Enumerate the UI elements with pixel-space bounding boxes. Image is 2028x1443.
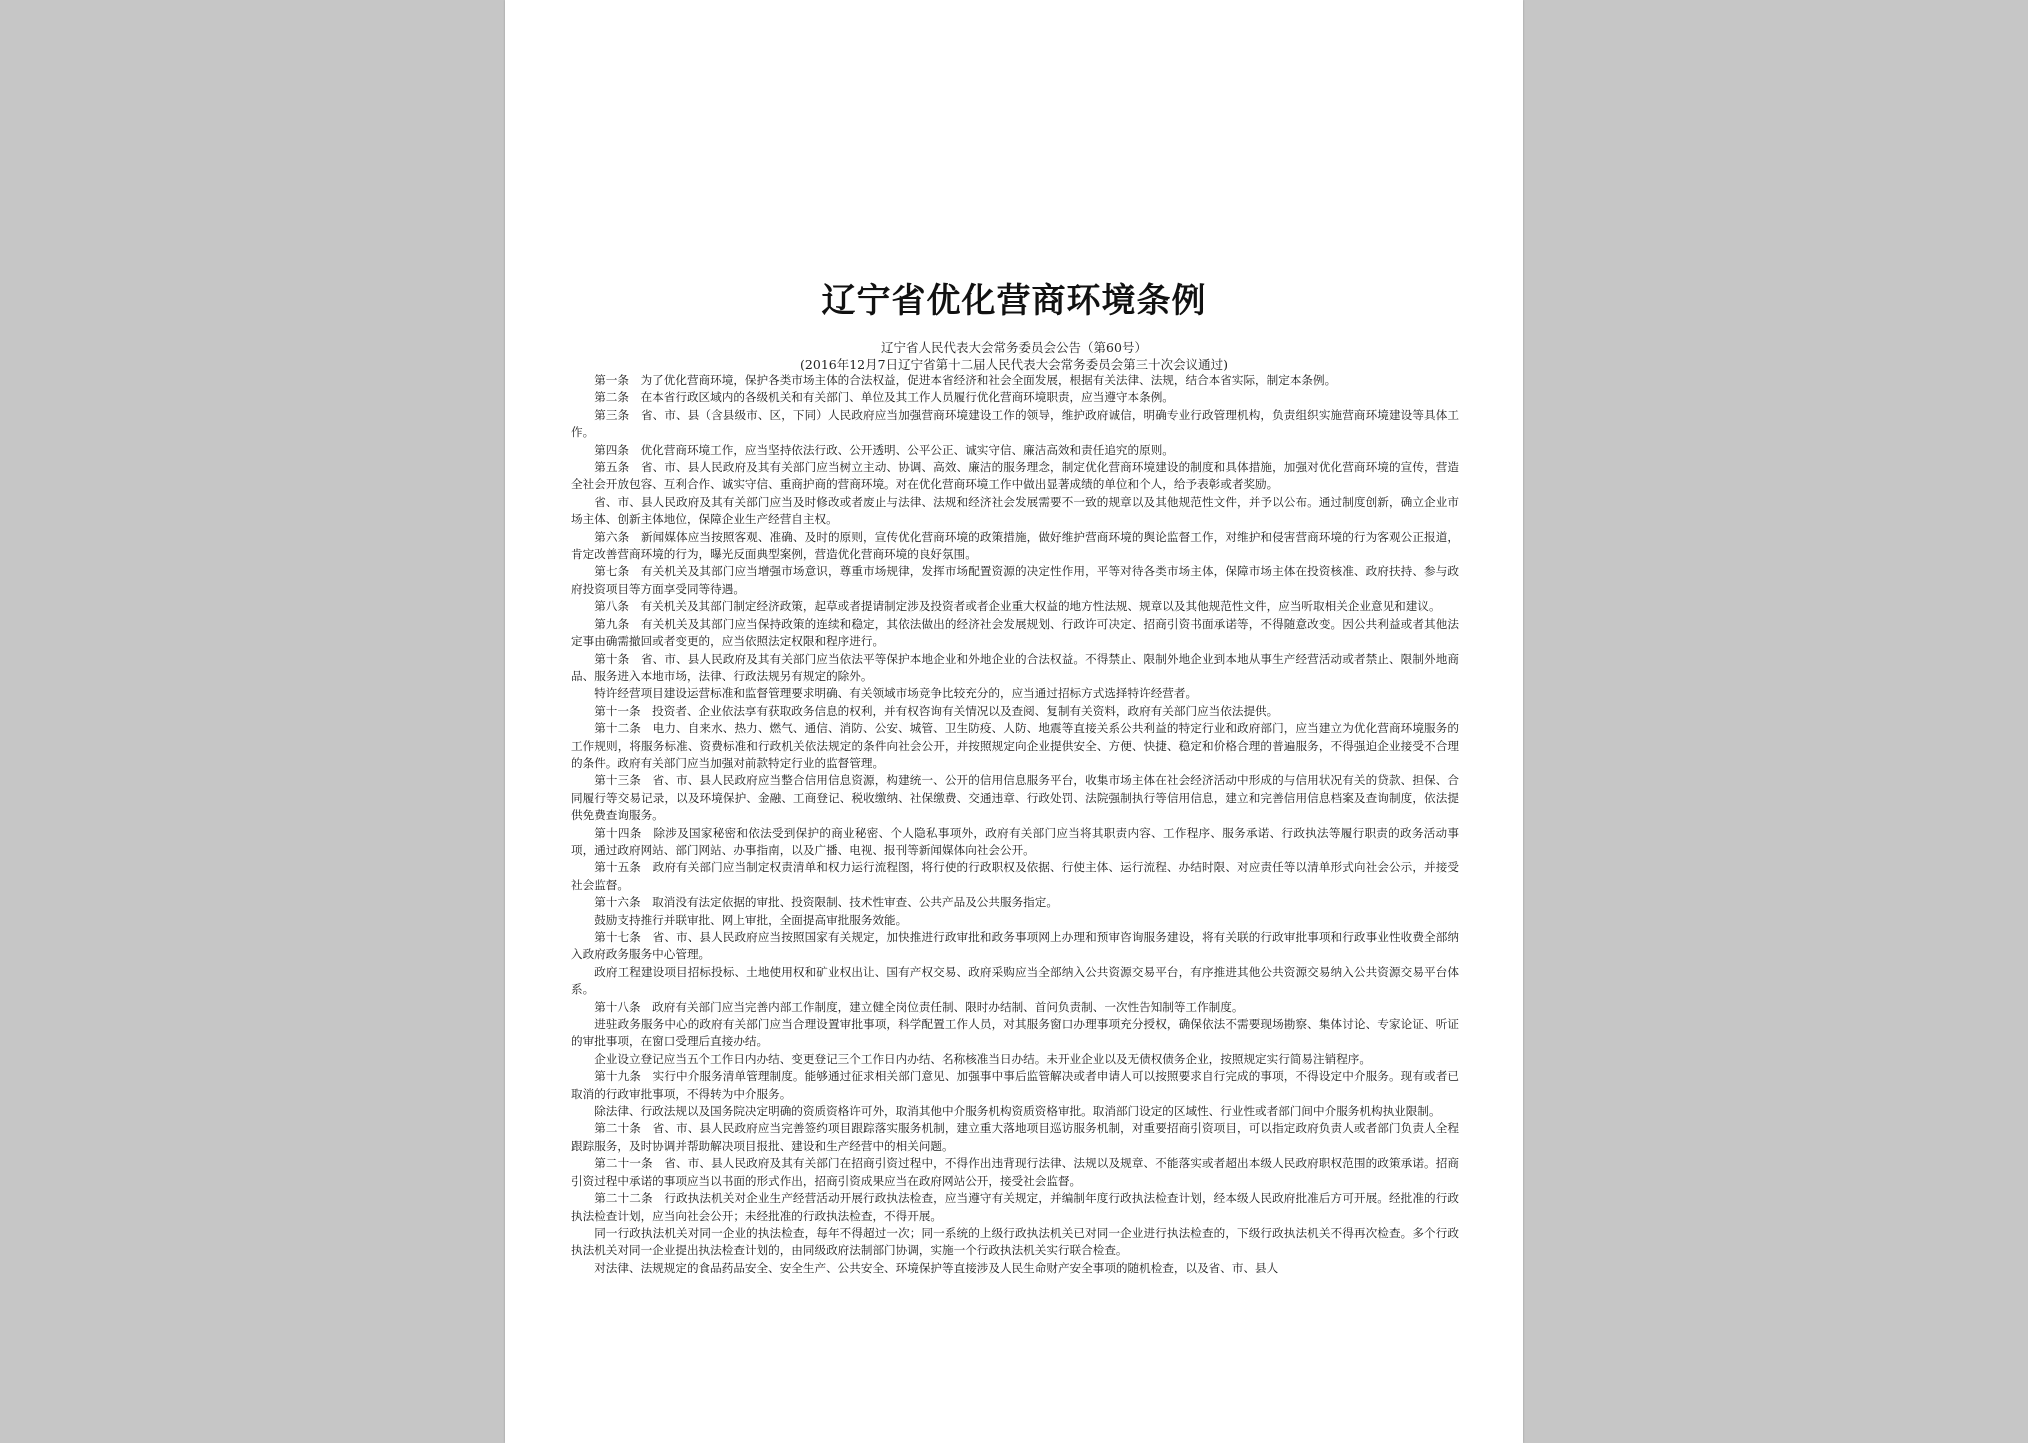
- paragraph: 第十四条 除涉及国家秘密和依法受到保护的商业秘密、个人隐私事项外，政府有关部门应当将其职责内容、工作程序、服务承诺、行政执法等履行职责的政务活动事项，通过政府网站、部门网站、办事指南，以及广播、电视、报刊等新闻媒体向社会公开。: [571, 825, 1459, 857]
- document-page: [505, 0, 1523, 1443]
- paragraph: 第二条 在本省行政区域内的各级机关和有关部门、单位及其工作人员履行优化营商环境职责，应当遵守本条例。: [594, 390, 1174, 405]
- paragraph: 第十一条 投资者、企业依法享有获取政务信息的权利，并有权咨询有关情况以及查阅、复制有关资料，政府有关部门应当依法提供。: [594, 703, 1279, 718]
- paragraph: 除法律、行政法规以及国务院决定明确的资质资格许可外，取消其他中介服务机构资质资格审批。取消部门设定的区域性、行业性或者部门间中介服务机构执业限制。: [594, 1104, 1441, 1119]
- paragraph: 第十八条 政府有关部门应当完善内部工作制度，建立健全岗位责任制、限时办结制、首问负责制、一次性告知制等工作制度。: [594, 999, 1244, 1014]
- paragraph: 第十五条 政府有关部门应当制定权责清单和权力运行流程图，将行使的行政职权及依据、行使主体、运行流程、办结时限、对应责任等以清单形式向社会公示，并接受社会监督。: [571, 860, 1459, 892]
- paragraph: 第一条 为了优化营商环境，保护各类市场主体的合法权益，促进本省经济和社会全面发展，根据有关法律、法规，结合本省实际，制定本条例。: [594, 373, 1337, 387]
- paragraph: 第四条 优化营商环境工作，应当坚持依法行政、公开透明、公平公正、诚实守信、廉洁高效和责任追究的原则。: [594, 442, 1174, 457]
- paragraph: 第三条 省、市、县（含县级市、区，下同）人民政府应当加强营商环境建设工作的领导，维护政府诚信，明确专业行政管理机构，负责组织实施营商环境建设等具体工作。: [571, 407, 1459, 440]
- paragraph: 对法律、法规规定的食品药品安全、安全生产、公共安全、环境保护等直接涉及人民生命财产安全事项的随机检查，以及省、市、县人: [594, 1260, 1279, 1275]
- paragraph: 第十九条 实行中介服务清单管理制度。能够通过征求相关部门意见、加强事中事后监管解决或者申请人可以按照要求自行完成的事项，不得设定中介服务。现有或者已取消的行政审批事项，不得转为中介服务。: [571, 1069, 1459, 1101]
- paragraph: 第八条 有关机关及其部门制定经济政策，起草或者提请制定涉及投资者或者企业重大权益的地方性法规、规章以及其他规范性文件，应当听取相关企业意见和建议。: [594, 599, 1441, 614]
- paragraph: 第十三条 省、市、县人民政府应当整合信用信息资源，构建统一、公开的信用信息服务平台，收集市场主体在社会经济活动中形成的与信用状况有关的贷款、担保、合同履行等交易记录，以及环境保护、金融、工商登记、税收缴纳、社保缴费、交通违章、行政处罚、法院强制执行等信用信息，建立和完善信用信息档案及查询制度，依法提供免费查询服务。: [571, 773, 1459, 823]
- announcement-line: 辽宁省人民代表大会常务委员会公告（第60号）: [881, 340, 1147, 355]
- paragraph: 政府工程建设项目招标投标、土地使用权和矿业权出让、国有产权交易、政府采购应当全部纳入公共资源交易平台，有序推进其他公共资源交易纳入公共资源交易平台体系。: [571, 964, 1459, 997]
- paragraph: 进驻政务服务中心的政府有关部门应当合理设置审批事项，科学配置工作人员，对其服务窗口办理事项充分授权，确保依法不需要现场勘察、集体讨论、专家论证、听证的审批事项，在窗口受理后直接办结。: [571, 1017, 1459, 1049]
- paragraph: 第二十条 省、市、县人民政府应当完善签约项目跟踪落实服务机制，建立重大落地项目巡访服务机制，对重要招商引资项目，可以指定政府负责人或者部门负责人全程跟踪服务，及时协调并帮助解决项目报批、建设和生产经营中的相关问题。: [571, 1121, 1459, 1153]
- document-title: 辽宁省优化营商环境条例: [821, 281, 1207, 321]
- paragraph: 第十七条 省、市、县人民政府应当按照国家有关规定，加快推进行政审批和政务事项网上办理和预审咨询服务建设，将有关联的行政审批事项和行政事业性收费全部纳入政府政务服务中心管理。: [571, 930, 1459, 962]
- passed-note: (2016年12月7日辽宁省第十二届人民代表大会常务委员会第三十次会议通过): [800, 357, 1228, 372]
- paragraph: 第五条 省、市、县人民政府及其有关部门应当树立主动、协调、高效、廉洁的服务理念，制定优化营商环境建设的制度和具体措施，加强对优化营商环境的宣传，营造全社会开放包容、互利合作、诚实守信、重商护商的营商环境。对在优化营商环境工作中做出显著成绩的单位和个人，给予表彰或者奖励。: [571, 460, 1459, 492]
- paragraph: 鼓励支持推行并联审批、网上审批，全面提高审批服务效能。: [594, 912, 908, 927]
- paragraph: 企业设立登记应当五个工作日内办结、变更登记三个工作日内办结、名称核准当日办结。未开业企业以及无债权债务企业，按照规定实行简易注销程序。: [594, 1051, 1371, 1066]
- paragraph: 同一行政执法机关对同一企业的执法检查，每年不得超过一次；同一系统的上级行政执法机关已对同一企业进行执法检查的，下级行政执法机关不得再次检查。多个行政执法机关对同一企业提出执法检查计划的，由同级政府法制部门协调，实施一个行政执法机关实行联合检查。: [571, 1225, 1459, 1258]
- paragraph: 第二十二条 行政执法机关对企业生产经营活动开展行政执法检查，应当遵守有关规定，并编制年度行政执法检查计划，经本级人民政府批准后方可开展。经批准的行政执法检查计划，应当向社会公开；未经批准的行政执法检查，不得开展。: [571, 1191, 1459, 1223]
- paragraph: 第九条 有关机关及其部门应当保持政策的连续和稳定，其依法做出的经济社会发展规划、行政许可决定、招商引资书面承诺等，不得随意改变。因公共利益或者其他法定事由确需撤回或者变更的，应当依照法定权限和程序进行。: [571, 616, 1459, 649]
- paragraph: 特许经营项目建设运营标准和监督管理要求明确、有关领域市场竞争比较充分的，应当通过招标方式选择特许经营者。: [594, 686, 1198, 701]
- paragraph: 第六条 新闻媒体应当按照客观、准确、及时的原则，宣传优化营商环境的政策措施，做好维护营商环境的舆论监督工作，对维护和侵害营商环境的行为客观公正报道，肯定改善营商环境的行为，曝光反面典型案例，营造优化营商环境的良好氛围。: [571, 529, 1459, 562]
- paragraph: 第二十一条 省、市、县人民政府及其有关部门在招商引资过程中，不得作出违背现行法律、法规以及规章、不能落实或者超出本级人民政府职权范围的政策承诺。招商引资过程中承诺的事项应当以书面的形式作出，招商引资成果应当在政府网站公开，接受社会监督。: [571, 1156, 1459, 1188]
- paragraph: 第十二条 电力、自来水、热力、燃气、通信、消防、公安、城管、卫生防疫、人防、地震等直接关系公共利益的特定行业和政府部门，应当建立为优化营商环境服务的工作规则，将服务标准、资费标准和行政机关依法规定的条件向社会公开，并按照规定向企业提供安全、方便、快捷、稳定和价格合理的普遍服务，不得强迫企业接受不合理的条件。政府有关部门应当加强对前款特定行业的监督管理。: [571, 721, 1459, 770]
- document-body: [571, 372, 1459, 1277]
- paragraph: 第七条 有关机关及其部门应当增强市场意识，尊重市场规律，发挥市场配置资源的决定性作用，平等对待各类市场主体，保障市场主体在投资核准、政府扶持、参与政府投资项目等方面享受同等待遇。: [571, 564, 1459, 596]
- paragraph: 第十条 省、市、县人民政府及其有关部门应当依法平等保护本地企业和外地企业的合法权益。不得禁止、限制外地企业到本地从事生产经营活动或者禁止、限制外地商品、服务进入本地市场，法律、行政法规另有规定的除外。: [571, 651, 1459, 683]
- paragraph: 第十六条 取消没有法定依据的审批、投资限制、技术性审查、公共产品及公共服务指定。: [594, 895, 1058, 910]
- paragraph: 省、市、县人民政府及其有关部门应当及时修改或者废止与法律、法规和经济社会发展需要不一致的规章以及其他规范性文件，并予以公布。通过制度创新，确立企业市场主体、创新主体地位，保障企业生产经营自主权。: [571, 494, 1459, 527]
